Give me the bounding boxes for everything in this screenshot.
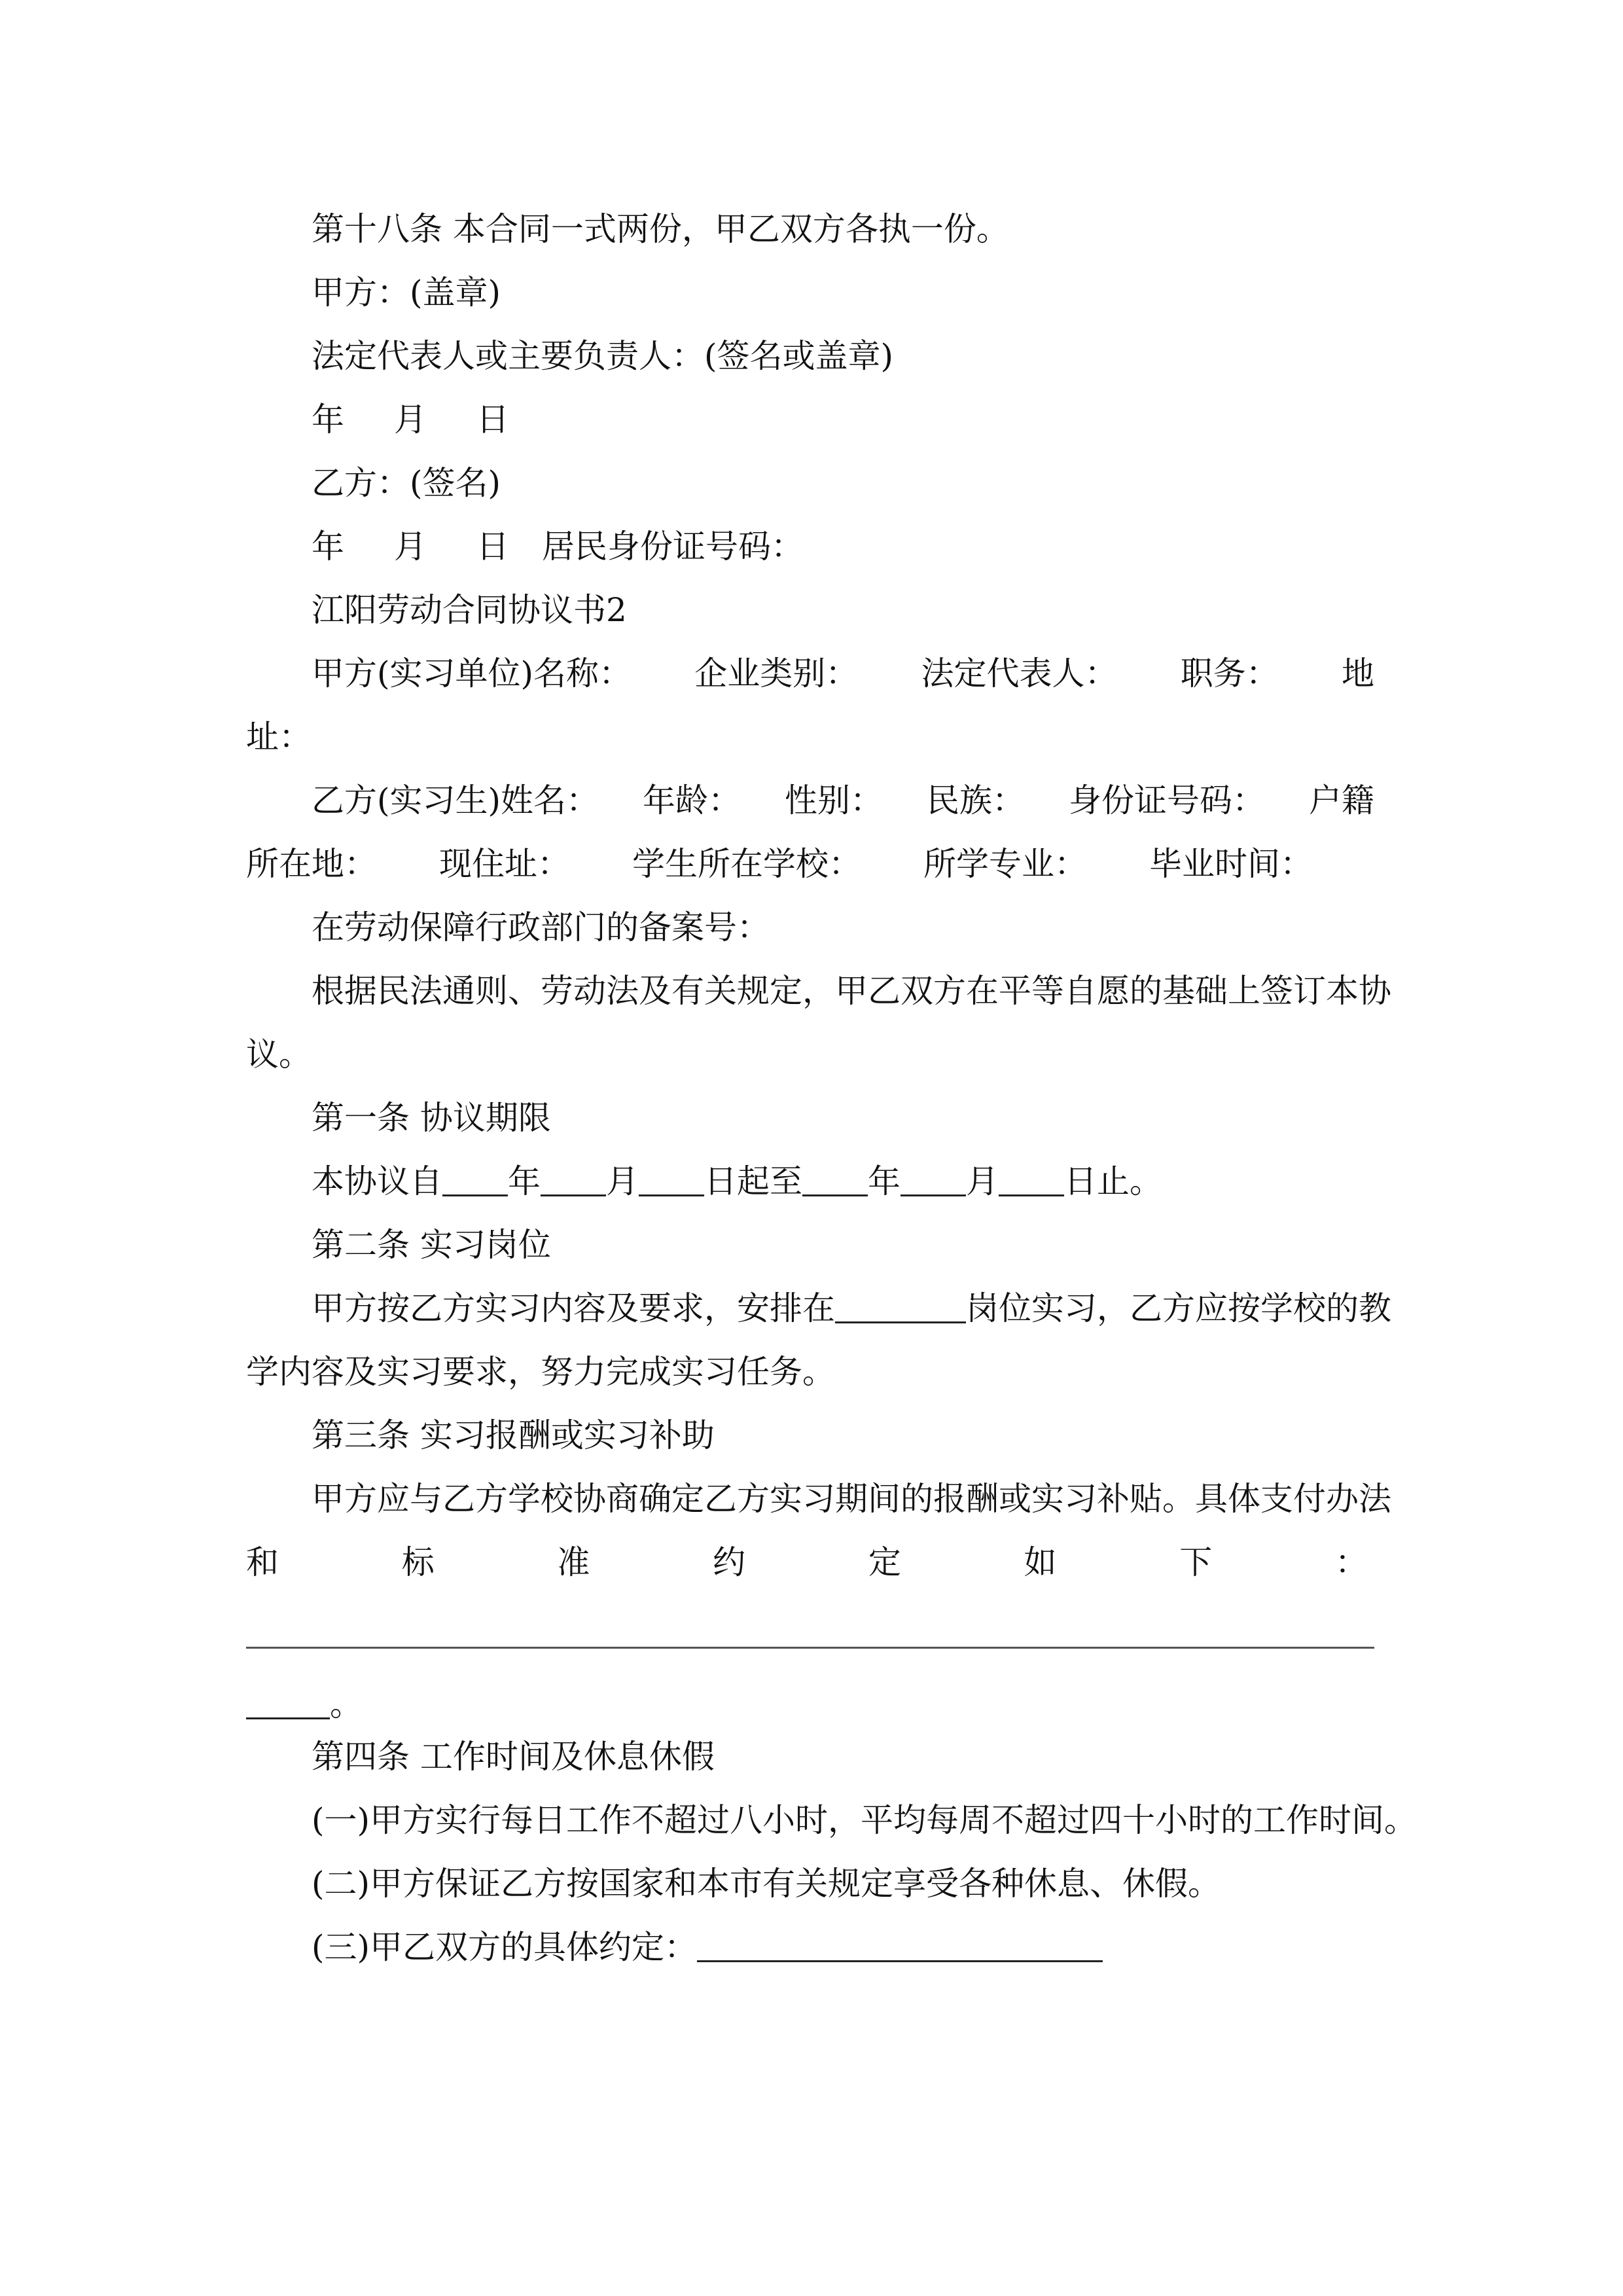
employer-fields [246,642,1374,706]
major-label: 所学专业： [923,845,1087,883]
spread-char: 和 [246,1543,279,1581]
article-4-heading [246,1725,1374,1789]
from-day: 日起至 [704,1162,802,1200]
party-a-seal-text: 甲方：(盖章) [312,274,501,312]
blank-field[interactable] [639,1158,704,1196]
employer-address [246,706,1374,769]
to-year: 年 [868,1162,901,1200]
date-year: 年 [312,401,344,439]
filing-number-text: 在劳动保障行政部门的备案号： [312,908,770,946]
position-clause-end-text: 学内容及实习要求，努力完成实习任务。 [246,1353,835,1391]
gender-label: 性别： [784,781,883,819]
compensation-spread [246,1531,1374,1594]
current-address-label: 现住址： [439,845,570,883]
legal-rep-label: 法定代表人： [921,655,1118,692]
article-3-heading [246,1404,1374,1467]
position-label: 职务： [1180,655,1279,692]
blank-field[interactable] [901,1158,966,1196]
rest-clause [246,1852,1374,1916]
ethnicity-label: 民族： [926,781,1025,819]
age-label: 年龄： [643,781,741,819]
preamble-end-text: 议。 [246,1035,312,1073]
position-after: 岗位实习，乙方应按学校的教 [966,1289,1391,1327]
date-line-b [246,515,1374,579]
compensation-clause [246,1467,1391,1531]
spread-char: 下 [1179,1543,1213,1581]
legal-rep-signature-text: 法定代表人或主要负责人：(签名或盖章) [312,337,894,375]
blank-field[interactable] [802,1158,868,1196]
spread-char: 标 [401,1543,435,1581]
work-hours-clause [246,1789,1418,1852]
spread-char: 定 [868,1543,901,1581]
article-3-heading-text: 第三条 实习报酬或实习补助 [312,1416,715,1454]
compensation-clause-text: 甲方应与乙方学校协商确定乙方实习期间的报酬或实习补贴。具体支付办法 [312,1480,1391,1518]
spread-char: ： [1334,1543,1368,1581]
rest-clause-text: (二)甲方保证乙方按国家和本市有关规定享受各种休息、休假。 [312,1865,1221,1903]
to-month: 月 [966,1162,999,1200]
preamble-text: 根据民法通则、劳动法及有关规定，甲乙双方在平等自愿的基础上签订本协 [312,972,1391,1010]
work-hours-clause-text: (一)甲方实行每日工作不超过八小时，平均每周不超过四十小时的工作时间。 [312,1801,1418,1839]
blank-field[interactable] [442,1158,508,1196]
from-month: 月 [606,1162,639,1200]
position-before: 甲方按乙方实习内容及要求，安排在 [312,1289,835,1327]
address-label-end: 址： [246,718,312,756]
student-fields-2 [246,833,1313,896]
term-clause [246,1150,1374,1213]
id-label: 身份证号码： [1068,781,1265,819]
article-18 [246,198,1374,261]
household-label-start: 户籍 [1308,781,1374,819]
date-year: 年 [312,528,344,565]
specific-agreement [246,1916,1374,1979]
position-blank[interactable] [835,1285,966,1323]
fill-in-rule[interactable] [246,1647,1374,1649]
blank-field[interactable] [999,1158,1064,1196]
spread-char: 如 [1024,1543,1057,1581]
date-day: 日 [476,401,509,439]
specific-agreement-text: (三)甲乙双方的具体约定： [312,1928,698,1966]
preamble-end [246,1023,1374,1086]
document-title-text: 江阳劳动合同协议书2 [312,591,627,629]
household-location-label: 所在地： [246,845,377,883]
to-day: 日止。 [1064,1162,1162,1200]
address-label-start: 地 [1341,655,1374,692]
date-month: 月 [394,528,427,565]
enterprise-type-label: 企业类别： [694,655,859,692]
student-name-label: 乙方(实习生)姓名： [312,781,599,819]
agreement-blank[interactable] [697,1924,1103,1962]
document-title [246,579,1374,642]
date-day: 日 [476,528,509,565]
term-start: 本协议自 [312,1162,442,1200]
article-4-heading-text: 第四条 工作时间及休息休假 [312,1738,715,1776]
party-b-signature-text: 乙方：(签名) [312,464,501,502]
article-1-heading [246,1086,1374,1150]
article-18-text: 第十八条 本合同一式两份，甲乙双方各执一份。 [312,210,1009,248]
id-number-label: 居民身份证号码： [542,528,804,565]
spread-char: 约 [713,1543,746,1581]
from-year: 年 [508,1162,541,1200]
student-fields [246,769,1374,833]
spread-char: 准 [557,1543,590,1581]
party-a-seal [246,261,1374,325]
employer-name-label: 甲方(实习单位)名称： [312,655,632,692]
article-2-heading-text: 第二条 实习岗位 [312,1226,551,1264]
legal-rep-signature [246,325,1374,388]
school-label: 学生所在学校： [632,845,861,883]
article-2-heading [246,1213,1374,1277]
date-month: 月 [394,401,427,439]
filing-number [246,896,1374,960]
graduation-label: 毕业时间： [1149,845,1313,883]
blank-field[interactable] [246,1681,330,1719]
position-clause-end [246,1340,1374,1404]
end-mark: 。 [330,1685,363,1723]
article-1-heading-text: 第一条 协议期限 [312,1099,551,1137]
preamble [246,960,1391,1023]
party-b-signature [246,452,1374,515]
position-clause [246,1277,1391,1340]
date-line-a [246,388,1374,452]
blank-field[interactable] [541,1158,606,1196]
